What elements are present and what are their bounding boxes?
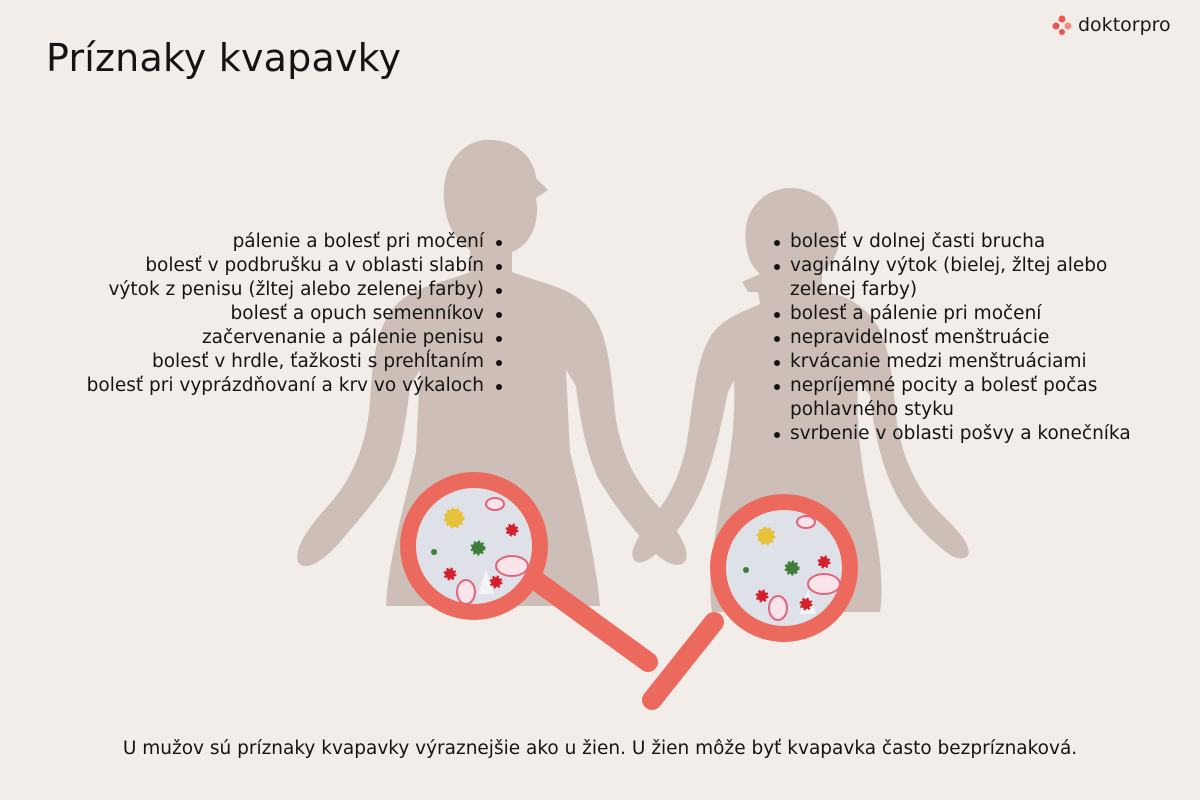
- bacterium-red: [819, 557, 829, 567]
- list-item: nepravidelnosť menštruácie: [772, 326, 1172, 350]
- list-item: bolesť v hrdle, ťažkosti s prehĺtaním: [87, 350, 502, 374]
- list-item: začervenanie a pálenie penisu: [87, 326, 502, 350]
- bacterium-red: [445, 569, 455, 579]
- female-magnifier: [652, 502, 850, 700]
- bacterium-red: [507, 525, 517, 535]
- men-symptoms-list: [87, 230, 502, 398]
- bacterium-green: [431, 549, 437, 555]
- list-item: bolesť a opuch semenníkov: [87, 302, 502, 326]
- list-item: výtok z penisu (žltej alebo zelenej farby): [87, 278, 502, 302]
- bacterium-pink: [808, 574, 840, 594]
- doktorpro-logo-icon: [1052, 15, 1072, 35]
- bacterium-green: [786, 562, 798, 574]
- footer-note: U mužov sú príznaky kvapavky výraznejšie ako u žien. U žien môže byť kvapavka často bezpríznaková.: [122, 738, 1078, 759]
- bacterium-red: [757, 591, 767, 601]
- bacterium-green: [743, 567, 749, 573]
- bacterium-pink: [496, 556, 528, 576]
- list-item: nepríjemné pocity a bolesť počas pohlavného styku: [772, 374, 1172, 422]
- bacterium-pink: [769, 596, 787, 620]
- bacterium-pink: [486, 498, 504, 510]
- logo-text: doktorpro: [1078, 14, 1171, 36]
- list-item: svrbenie v oblasti pošvy a konečníka: [772, 422, 1172, 446]
- list-item: bolesť pri vyprázdňovaní a krv vo výkaloch: [87, 374, 502, 398]
- list-item: bolesť v dolnej časti brucha: [772, 230, 1172, 254]
- bacterium-yellow: [445, 509, 463, 527]
- page-title: Príznaky kvapavky: [46, 36, 402, 80]
- bacterium-green: [472, 542, 484, 554]
- bacterium-red: [491, 577, 501, 587]
- list-item: bolesť a pálenie pri močení: [772, 302, 1172, 326]
- list-item: bolesť v podbrušku a v oblasti slabín: [87, 254, 502, 278]
- list-item: krvácanie medzi menštruáciami: [772, 350, 1172, 374]
- logo: [1052, 14, 1171, 36]
- bacterium-pink: [457, 580, 475, 604]
- list-item: vaginálny výtok (bielej, žltej alebo zelenej farby): [772, 254, 1172, 302]
- women-symptoms-list: [772, 230, 1172, 446]
- male-magnifier: [408, 480, 648, 662]
- bacterium-red: [801, 599, 811, 609]
- bacterium-pink: [797, 516, 815, 528]
- bacterium-yellow: [758, 528, 774, 544]
- list-item: pálenie a bolesť pri močení: [87, 230, 502, 254]
